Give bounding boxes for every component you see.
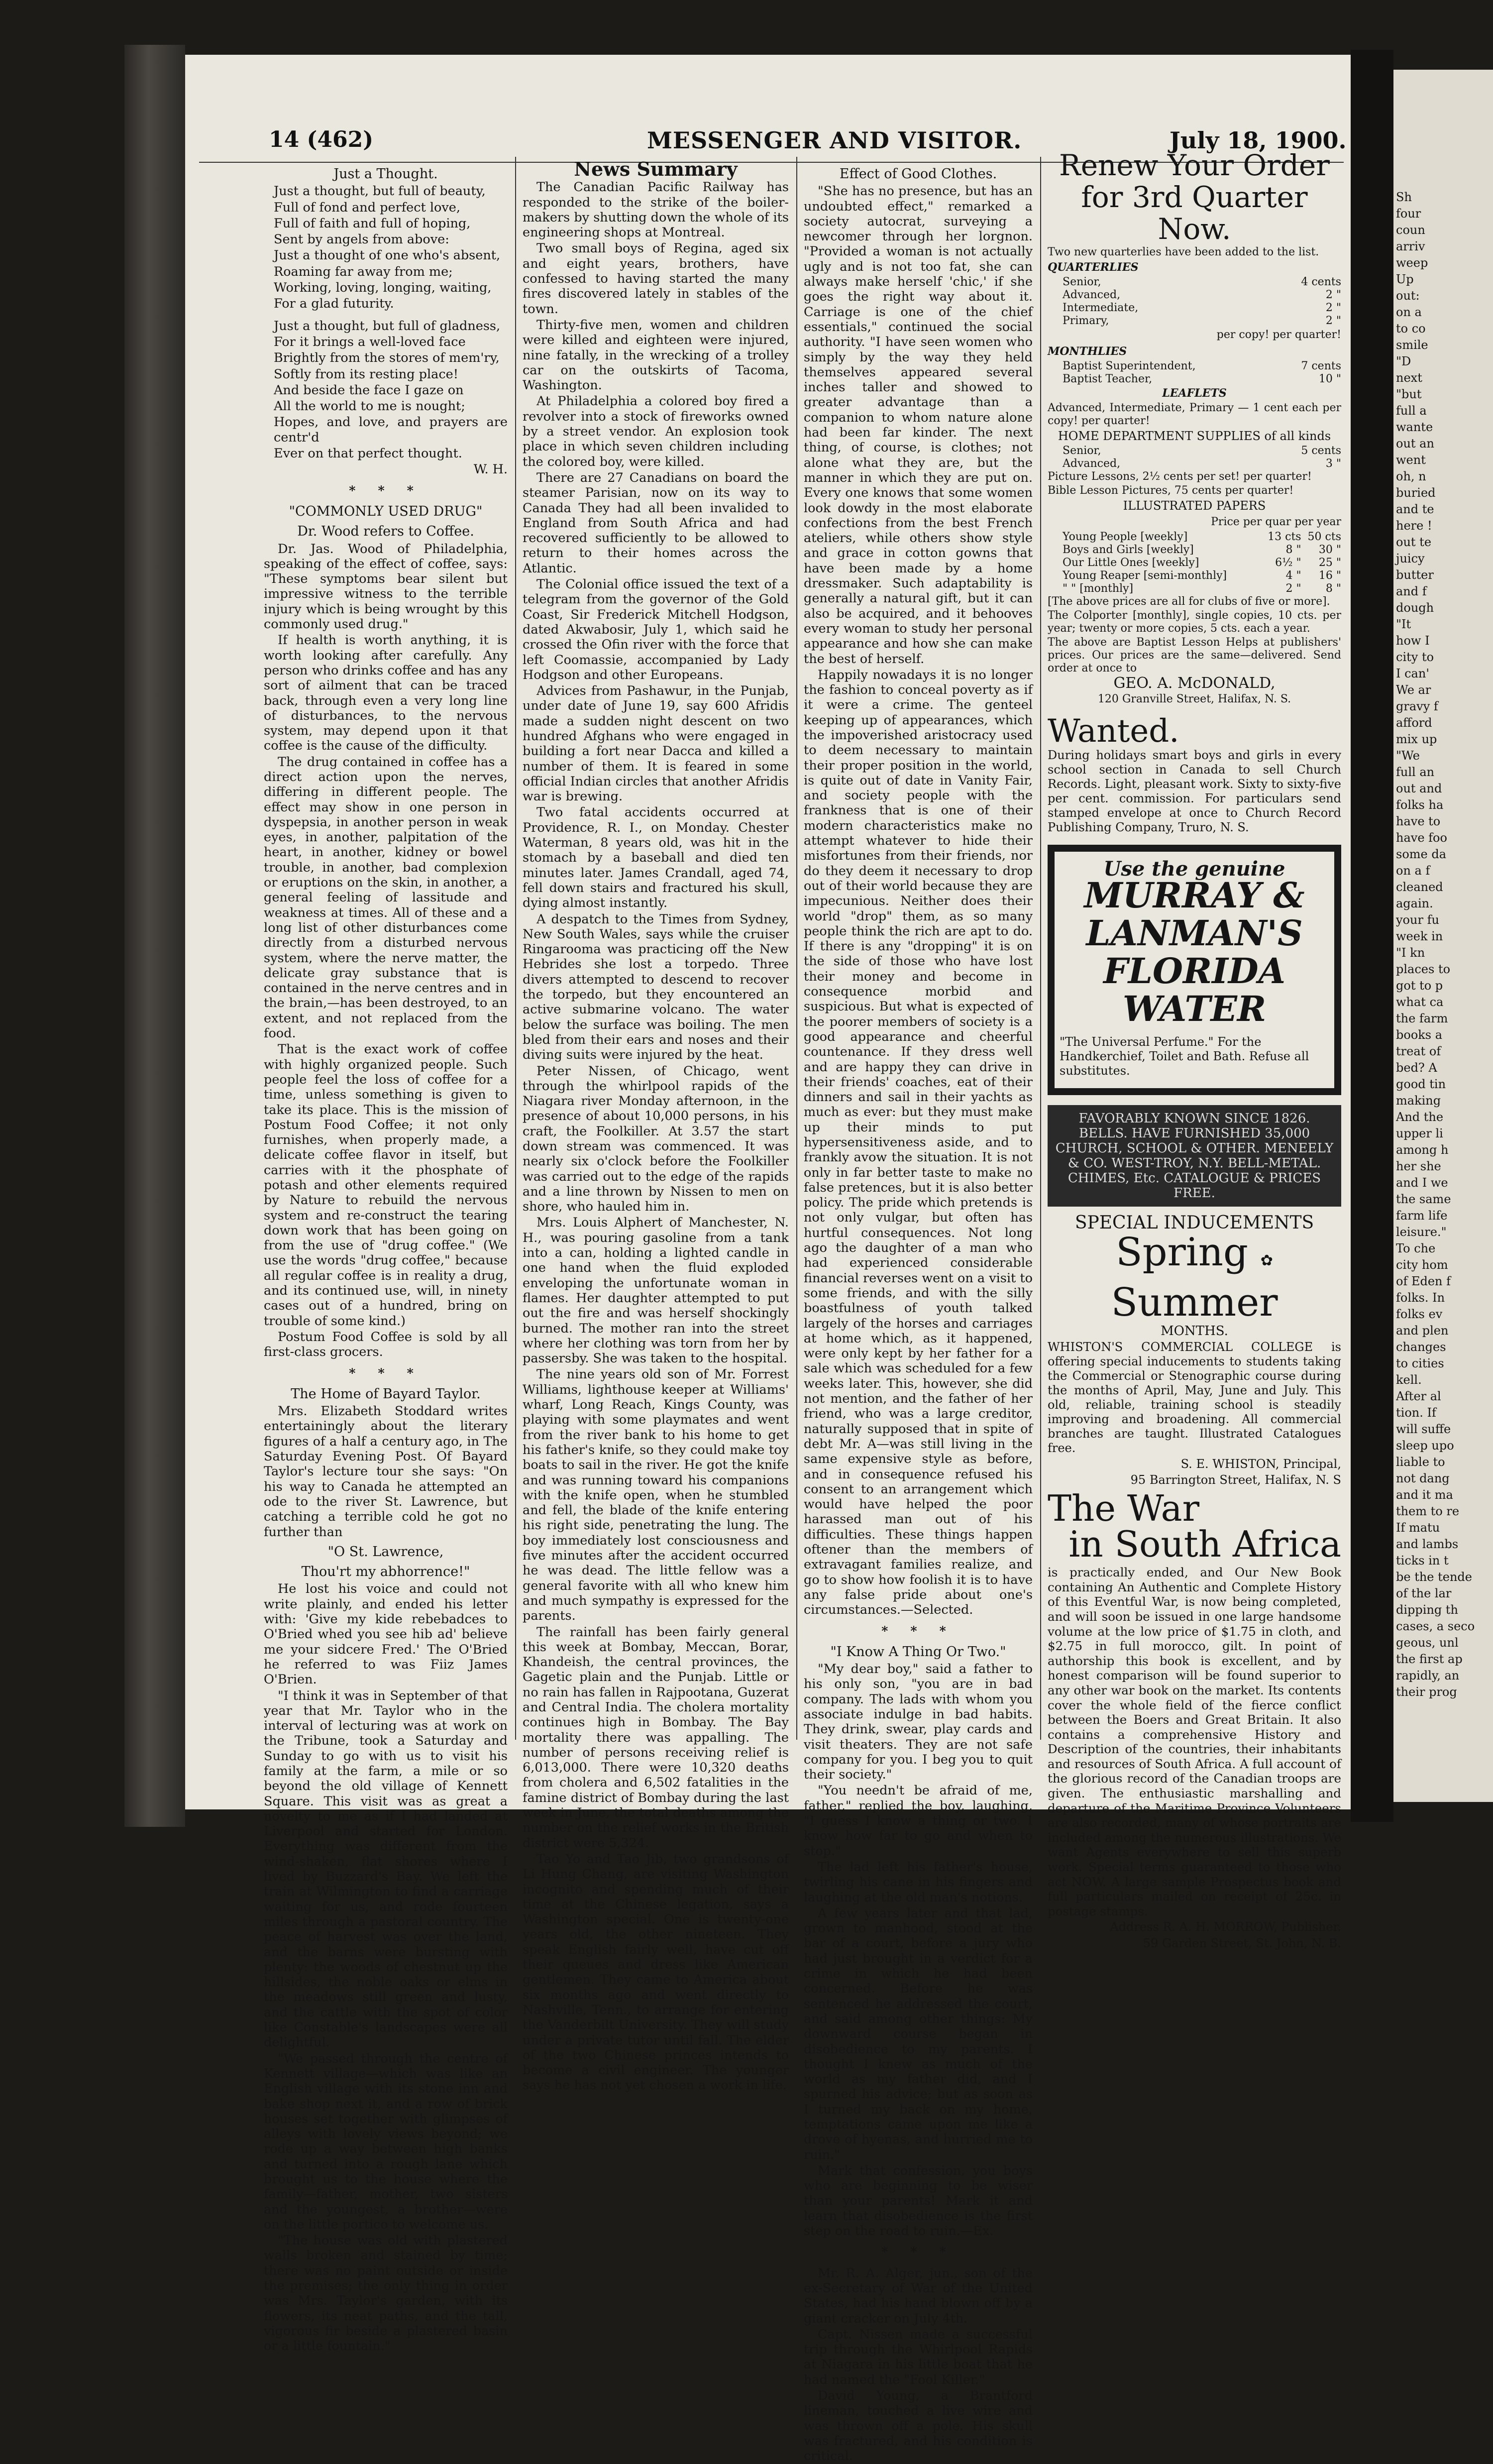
fragment-line: to cities: [1396, 1356, 1444, 1370]
fragment-line: have to: [1396, 814, 1441, 828]
fragment-line: Sh: [1396, 190, 1412, 204]
table-cell: Boys and Girls [weekly]: [1063, 544, 1194, 557]
column-3: [804, 162, 1033, 2464]
fragment-line: cases, a seco: [1396, 1619, 1475, 1633]
poem-line: Ever on that perfect thought.: [274, 446, 462, 461]
table-row: [1048, 315, 1341, 328]
news-item: A despatch to the Times from Sydney, New South Wales, says while the cruiser Ringarooma was practicing off the New Hebrides she lost a torpedo. Three divers attempted to descend to recover the torpedo, but they encountered an active submarine volcano. The water below the surface was boiling. The men bled from their ears and noses and their diving suits were injured by the heat.: [523, 911, 789, 1063]
paragraph: A few years later and that lad, grown to manhood, stood at the bar of a court, before a jury who had just brought in a verdict for a crime in which he had been concerned. Before he was sentenced he addressed the court, and said among other things: My downward course began in disobedience to my parents. I thought I knew as much of the world as my father did, and I spurned his advice; but as soon as I turned my back on my home, temptations came upon me like a drove of hyenas, and hurried me to ruin.": [804, 1905, 1033, 2162]
fragment-line: wante: [1396, 420, 1433, 434]
fragment-line: books a: [1396, 1028, 1443, 1042]
poem-line: Roaming far away from me;: [274, 264, 453, 279]
poem-line: Just a thought, but full of beauty,: [274, 184, 486, 199]
article-subtitle: Dr. Wood refers to Coffee.: [297, 524, 474, 540]
quarterlies-label: QUARTERLIES: [1048, 261, 1139, 274]
table-cell: 7 cents: [1301, 359, 1341, 372]
fragment-line: "but: [1396, 387, 1422, 401]
table-cell: 50 cts: [1307, 531, 1341, 544]
paragraph: Capt. Nissen made a successful trip through the Whirlpool Rapids at Niagara in his little boat that he had named the "Fool Killer.": [804, 2327, 1033, 2387]
murray-brand-line: WATER: [1122, 988, 1267, 1029]
table-cell: Senior,: [1063, 445, 1101, 457]
poem-line: Working, loving, longing, waiting,: [274, 280, 492, 296]
poem-line: Full of fond and perfect love,: [274, 200, 461, 215]
fragment-line: and f: [1396, 584, 1427, 598]
column-rule: [515, 157, 516, 1740]
facing-page-fragment: [1396, 189, 1491, 1808]
column-rule: [1040, 157, 1041, 1740]
fragment-line: the farm: [1396, 1011, 1448, 1025]
fragment-line: of the lar: [1396, 1586, 1452, 1600]
table-row: [1048, 531, 1341, 544]
fragment-line: changes: [1396, 1340, 1446, 1354]
helps-note: The above are Baptist Lesson Helps at publishers' prices. Our prices are the same—delivered. Send order at once to: [1048, 636, 1341, 675]
poem-title: Just a Thought.: [333, 166, 438, 182]
leaflets-row: Advanced, Intermediate, Primary — 1 cent each per copy! per quarter!: [1048, 402, 1341, 428]
papers-table: [1048, 531, 1341, 595]
fragment-line: went: [1396, 453, 1426, 467]
paragraph: If health is worth anything, it is worth looking after carefully. Any person who drinks coffee and has any sort of ailment that can be traced back, through even a very long line of disturbances, to the nervous system, may depend upon it that coffee is the cause of the difficulty.: [264, 633, 508, 754]
table-cell: 5 cents: [1301, 445, 1341, 457]
fragment-line: liable to: [1396, 1455, 1445, 1469]
table-row: [1048, 360, 1341, 373]
news-item: At Philadelphia a colored boy fired a revolver into a stock of fireworks owned by a street vendor. An explosion took place in which seven children including the colored boy, were killed.: [523, 394, 789, 469]
paragraph: He lost his voice and could not write plainly, and ended his letter with: 'Give my kide rebebadces to O'Bried whed you see hib ad' believe me your sidcere Fred.' The O'Bried he referred to was Fiiz James O'Brien.: [264, 1581, 508, 1687]
fragment-line: your fu: [1396, 913, 1439, 927]
murray-brand-line: LANMAN'S: [1086, 912, 1303, 954]
table-cell: 2 ": [1285, 582, 1301, 595]
article-title: The Home of Bayard Taylor.: [291, 1386, 481, 1402]
table-cell: 3 ": [1325, 457, 1341, 470]
fragment-line: weep: [1396, 256, 1428, 270]
wanted-text: During holidays smart boys and girls in every school section in Canada to sell Church Records. Light, pleasant work. Sixty to sixty-five per cent. commission. For particulars send stamped envelope at once to Church Record Publishing Company, Truro, N. S.: [1048, 748, 1341, 834]
fragment-line: their prog: [1396, 1685, 1457, 1699]
fragment-line: and I we: [1396, 1176, 1448, 1190]
news-item: The Colonial office issued the text of a telegram from the governor of the Gold Coast, Sir Frederick Mitchell Hodgson, dated Akwabosir, July 1, which said he crossed the Ofin river with the force that left Coomassie, accompanied by Lady Hodgson and other Europeans.: [523, 577, 789, 682]
separator: * * *: [349, 483, 423, 498]
mcdonald-name: GEO. A. McDONALD,: [1113, 674, 1276, 692]
paragraph: "The house was old with plastered walls broken and stained by time; there was no paint outside or inside the premises; the only thing in order was Mrs. Taylor's garden, with its flowers, its neat paths, and the tall, vigorous fir beside a plastered basin or a little fountain.": [264, 2233, 508, 2354]
paragraph: "You needn't be afraid of me, father," replied the boy, laughing, "I guess I know a thing or two. I know how far to go and when to stop.": [804, 1783, 1033, 1859]
fragment-line: her she: [1396, 1159, 1441, 1173]
fragment-line: on a f: [1396, 864, 1430, 878]
table-row: [1048, 276, 1341, 289]
news-item: Two small boys of Regina, aged six and eight years, brothers, have confessed to having started the many fires discovered lately in stables of the town.: [523, 241, 789, 317]
table-cell: Baptist Teacher,: [1063, 372, 1153, 385]
quarterlies-table: [1048, 276, 1341, 328]
fragment-line: the same: [1396, 1192, 1451, 1206]
news-item: The Canadian Pacific Railway has responded to the strike of the boiler-makers by shutting down the whole of its engineering shops at Montreal.: [523, 180, 789, 240]
clubs-note: [The above prices are all for clubs of five or more].: [1048, 595, 1330, 608]
fragment-line: arriv: [1396, 239, 1425, 253]
fragment-line: again.: [1396, 896, 1433, 910]
fragment-line: gravy f: [1396, 699, 1438, 713]
poem-line: For a glad futurity.: [274, 296, 394, 312]
murray-top-line: Use the genuine: [1103, 857, 1285, 881]
poem-line: Brightly from the stores of mem'ry,: [274, 350, 500, 366]
fragment-line: After al: [1396, 1389, 1441, 1403]
column-4-ads: [1048, 148, 1341, 1950]
fragment-line: will suffe: [1396, 1422, 1451, 1436]
table-cell: 2 ": [1325, 289, 1341, 302]
spring-word: Spring: [1116, 1230, 1248, 1275]
fragment-line: week in: [1396, 929, 1443, 943]
paragraph: Postum Food Coffee is sold by all first-class grocers.: [264, 1329, 508, 1360]
fragment-line: rapidly, an: [1396, 1669, 1460, 1682]
renew-ad-title: Renew Your Order for 3rd Quarter Now.: [1059, 148, 1330, 246]
illustrated-title: ILLUSTRATED PAPERS: [1123, 499, 1266, 513]
fragment-line: and lambs: [1396, 1537, 1459, 1551]
table-cell: Senior,: [1063, 276, 1101, 289]
table-cell: 6½ ": [1275, 557, 1301, 569]
war-text: is practically ended, and Our New Book containing An Authentic and Complete History of this Eventful War, is now being completed, and will soon be issued in one large handsome volume at the low price of $1.75 in cloth, and $2.75 in full morocco, gilt. In point of authorship this book is excellent, and by honest comparison will be found superior to any other war book on the market. Its contents cover the whole field of the fierce conflict between the Boers and Great Britain. It also contains a comprehensive History and Description of the countries, their inhabitants and resources of South Africa. A full account of the glorious record of the Canadian troops are given. The enthusiastic marshalling and departure of the Maritime Province Volunteers are also recorded, many of whose portraits are included among the numerous illustrations. We want Agents everywhere to sell this superb work. Special terms guaranteed to those who act NOW. A large sample Prospectus book and full particulars mailed on receipt of 25c. in postage stamps.: [1048, 1565, 1341, 1918]
whiston-address: 95 Barrington Street, Halifax, N. S: [1130, 1472, 1341, 1487]
table-row: [1048, 544, 1341, 557]
murray-lanman-ad: [1048, 845, 1341, 1095]
fragment-line: and it ma: [1396, 1488, 1453, 1502]
table-cell: Our Little Ones [weekly]: [1063, 557, 1199, 569]
fragment-line: what ca: [1396, 995, 1444, 1009]
murray-brand: [1060, 874, 1329, 1029]
paragraph: The lad left his father's house, twirling his cane in his fingers and laughing at the old man's notions.: [804, 1859, 1033, 1905]
fragment-line: upper li: [1396, 1126, 1443, 1140]
page-number: 14 (462): [269, 127, 374, 152]
fragment-line: We ar: [1396, 683, 1431, 697]
poem-line: Full of faith and full of hoping,: [274, 216, 471, 231]
fragment-line: out te: [1396, 535, 1432, 549]
news-item: Tao Yo and Tao Jib, two grandsons of Li Hung Chang, are visiting Washington incognito and spending much of their time at the Chinese legation, says a Washington special. One is twenty-one years old, the other nineteen. They speak English fairly well, have cut off their queues and dress like American gentlemen. They came to America about six months ago and went directly to Nashville, Tenn., to arrange for entering the Vanderbilt University. They will study under a private tutor until fall. The elder of the two Chinese princes intends to become a civil engineer. The younger says he has not yet chosen a work in life.: [523, 1851, 789, 2093]
fragment-line: to co: [1396, 322, 1426, 336]
fragment-line: city to: [1396, 650, 1434, 664]
fragment-line: folks. In: [1396, 1291, 1445, 1305]
months-word: MONTHS.: [1161, 1324, 1228, 1339]
fragment-line: farm life: [1396, 1209, 1448, 1223]
table-cell: 4 cents: [1301, 276, 1341, 289]
paragraph: "I think it was in September of that year that Mr. Taylor who in the interval of lecturing was at work on the Tribune, took a Saturday and Sunday to go with us to visit his family at the farm, a mile or so beyond the old village of Kennett Square. This visit was as great a novelty to me as if I had landed at Liverpool and started for London. Everything was different from the wind-shaken, flat shores where I lived by Buzzard's Bay. We left the train at Wilmington to find a carriage waiting for us, and rode fourteen miles through a pastoral country. The peace of harvest was over the land, and the barns were bursting with plenty: the woods of chestnut up the hillsides, the noble oaks or elms in the meadows still green and lusty, and the cattle with the spot of color like Constable's landscapes were all delightful.: [264, 1688, 508, 2050]
papers-header: Price per quar per year: [1211, 515, 1341, 528]
poem-line: Hopes, and love, and prayers are centr'd: [274, 415, 508, 445]
table-row: [1048, 373, 1341, 386]
per-copy-note: per copy! per quarter!: [1216, 329, 1341, 341]
table-cell: 8 ": [1325, 582, 1341, 595]
fragment-line: how I: [1396, 634, 1430, 648]
whiston-signature: S. E. WHISTON, Principal,: [1180, 1456, 1341, 1471]
fragment-line: "We: [1396, 749, 1420, 763]
poem-line: For it brings a well-loved face: [274, 334, 466, 349]
fragment-line: juicy: [1396, 552, 1425, 565]
fragment-line: "D: [1396, 354, 1411, 368]
table-cell: 2 ": [1325, 302, 1341, 315]
home-quarterlies-table: [1048, 445, 1341, 470]
fragment-line: have foo: [1396, 831, 1447, 845]
quote-line: Thou'rt my abhorrence!": [301, 1564, 470, 1580]
fragment-line: Up: [1396, 272, 1414, 286]
fragment-line: good tin: [1396, 1077, 1446, 1091]
news-item: Thirty-five men, women and children were killed and eighteen were injured, nine fatally, in the wrecking of a trolley car on the outskirts of Tacoma, Washington.: [523, 317, 789, 393]
table-cell: Baptist Superintendent,: [1063, 359, 1196, 372]
meneely-bells-ad: FAVORABLY KNOWN SINCE 1826. BELLS. HAVE FURNISHED 35,000 CHURCH, SCHOOL & OTHER. MENEELY & CO. WEST-TROY, N.Y. BELL-METAL. CHIMES, Etc. CATALOGUE & PRICES FREE.: [1048, 1105, 1341, 1207]
paragraph: Mrs. Elizabeth Stoddard writes entertainingly about the literary figures of a half a century ago, in The Saturday Evening Post. Of Bayard Taylor's lecture tour she says: "On his way to Canada he attempted an ode to the river St. Lawrence, but catching a terrible cold he got no further than: [264, 1404, 508, 1540]
fragment-line: "It: [1396, 617, 1411, 631]
fragment-line: full a: [1396, 404, 1427, 418]
table-cell: 2 ": [1325, 315, 1341, 328]
table-cell: Young Reaper [semi-monthly]: [1063, 569, 1227, 582]
murray-subtext: "The Universal Perfume." For the Handkerchief, Toilet and Bath. Refuse all substitutes.: [1060, 1034, 1309, 1078]
article-title: "I Know A Thing Or Two.": [830, 1644, 1006, 1660]
fragment-line: the first ap: [1396, 1652, 1463, 1666]
fragment-line: making: [1396, 1094, 1441, 1108]
table-row: [1048, 289, 1341, 302]
fragment-line: and te: [1396, 502, 1434, 516]
column-2: [523, 158, 789, 2093]
paragraph: David Young, a Brantford lineman, touched a live wire and was thrown off a pole. His skull was fractured, and his condition is critical.: [804, 2388, 1033, 2464]
section-title: News Summary: [574, 158, 738, 180]
fragment-line: To che: [1396, 1241, 1436, 1255]
summer-word: Summer: [1111, 1280, 1278, 1326]
fragment-line: folks ev: [1396, 1307, 1443, 1321]
table-cell: 25 ": [1318, 557, 1341, 569]
fragment-line: kell.: [1396, 1373, 1422, 1387]
table-cell: 16 ": [1318, 569, 1341, 582]
fragment-line: some da: [1396, 847, 1447, 861]
separator: * * *: [349, 1365, 423, 1381]
news-item: There are 27 Canadians on board the steamer Parisian, now on its way to Canada They had all been invalided to England from South Africa and had recovered sufficiently to be allowed to return to their homes across the Atlantic.: [523, 470, 789, 576]
fragment-line: among h: [1396, 1143, 1449, 1157]
article-title: "COMMONLY USED DRUG": [289, 503, 483, 519]
table-row: [1048, 302, 1341, 315]
bible-pictures: Bible Lesson Pictures, 75 cents per quarter!: [1048, 484, 1294, 497]
table-cell: 8 ": [1285, 544, 1301, 557]
column-rule: [796, 157, 797, 1740]
table-cell: Young People [weekly]: [1063, 531, 1188, 544]
war-signature: Address R. A. H. MORROW, Publisher.: [1110, 1920, 1341, 1934]
fragment-line: afford: [1396, 716, 1432, 730]
masthead: MESSENGER AND VISITOR.: [647, 127, 1022, 154]
fragment-line: mix up: [1396, 732, 1437, 746]
news-item: The rainfall has been fairly general this week at Bombay, Meccan, Borar, Khandeish, the central provinces, the Gagetic plain and the Punjab. Little or no rain has fallen in Rajpootana, Guzerat and Central India. The cholera mortality continues high in Bombay. The Bay mortality there was appalling. The number of persons receiving relief is 6,013,000. There were 10,320 deaths from cholera and 6,502 fatalities in the famine district of Bombay during the last week in June, the total deaths among the number on the relief works in the British district were 5,324.: [523, 1624, 789, 1851]
news-item: Peter Nissen, of Chicago, went through the whirlpool rapids of the Niagara river Monday afternoon, in the presence of about 10,000 persons, in his craft, the Foolkiller. At 3.57 the start down stream was commenced. It was nearly six o'clock before the Foolkiller was carried out to the edge of the rapids and a line thrown by Nissen to men on shore, who hauled him in.: [523, 1063, 789, 1215]
poem-line: Sent by angels from above:: [274, 232, 449, 247]
whiston-text: WHISTON'S COMMERCIAL COLLEGE is offering special inducements to students taking the Commercial or Stenographic course during the months of April, May, June and July. This old, reliable, training school is steadily improving and broadening. All commercial branches are taught. Illustrated Catalogues free.: [1048, 1340, 1341, 1455]
table-cell: 13 cts: [1268, 531, 1301, 544]
spring-summer-heading: [1048, 1232, 1341, 1324]
quote-line: "O St. Lawrence,: [327, 1544, 444, 1560]
fragment-line: next: [1396, 371, 1422, 385]
paragraph: The drug contained in coffee has a direct action upon the nerves, differing in different people. The effect may show in one person in dyspepsia, in another person in weak eyes, in another, palpitation of the heart, in another, kidney or bowel trouble, in another, bad complexion or eruptions on the skin, in another, a general feeling of lassitude and weakness at times. All of these and a long list of other disturbances come directly from a disturbed nervous system, where the nerve matter, the delicate gray substance that is contained in the nerve centres and in the brain,—has been destroyed, to an extent, and not replaced from the food.: [264, 754, 508, 1041]
fragment-line: And the: [1396, 1110, 1444, 1124]
fragment-line: leisure.": [1396, 1225, 1447, 1239]
poem-line: And beside the face I gaze on: [274, 382, 464, 398]
fragment-line: and plen: [1396, 1324, 1449, 1338]
poem-line: Just a thought of one who's absent,: [274, 248, 501, 263]
fragment-line: on a: [1396, 305, 1422, 319]
special-inducements: SPECIAL INDUCEMENTS: [1074, 1212, 1314, 1233]
monthlies-label: MONTHLIES: [1048, 344, 1127, 358]
book-binding-edge: [124, 45, 185, 1827]
fragment-line: ticks in t: [1396, 1554, 1449, 1568]
issue-date: July 18, 1900.: [1170, 127, 1347, 154]
table-row: [1048, 582, 1341, 595]
leaflets-label: LEAFLETS: [1162, 386, 1227, 400]
paragraph: That is the exact work of coffee with highly organized people. Such people feel the loss of coffee for a time, unless something is given to take its place. This is the mission of Postum Food Coffee; it not only furnishes, when properly made, a delicate coffee flavor in itself, but carries with it the phosphate of potash and other elements required by Nature to rebuild the nervous system and re-construct the tearing down work that has been going on from the use of "drug coffee." (We use the words "drug coffee," because all regular coffee is in reality a drug, and its continued use, will, in ninety cases out of a hundred, bring on trouble of some kind.): [264, 1042, 508, 1329]
table-cell: Primary,: [1063, 315, 1109, 328]
table-cell: Intermediate,: [1063, 302, 1139, 315]
mcdonald-address: 120 Granville Street, Halifax, N. S.: [1097, 693, 1291, 706]
table-cell: Advanced,: [1063, 457, 1121, 470]
fragment-line: smile: [1396, 338, 1428, 352]
paragraph: Mark that confession, you boys who are beginning to be wiser than your parents! Mark it and learn that disobedience is the first step on the road to ruin.—Ex.: [804, 2163, 1033, 2239]
fragment-line: "I kn: [1396, 946, 1425, 960]
murray-brand-line: FLORIDA: [1103, 950, 1285, 992]
fragment-line: butter: [1396, 568, 1434, 582]
murray-brand-line: MURRAY &: [1084, 874, 1305, 916]
fragment-line: geous, unl: [1396, 1636, 1459, 1650]
flower-ornament-icon: ✿: [1260, 1252, 1273, 1270]
home-dept-title: HOME DEPARTMENT SUPPLIES of all kinds: [1058, 429, 1331, 444]
news-item: Two fatal accidents occurred at Providence, R. I., on Monday. Chester Waterman, 8 years old, was hit in the stomach by a baseball and died ten minutes later. James Crandall, aged 74, fell down stairs and fractured his skull, dying almost instantly.: [523, 805, 789, 911]
paragraph: "We passed through the centre of Kennett village—which was like an English village with its stone inn and bake shop next it, and a row of brick houses set together with glimpses of alleys with lovely views beyond; we rode up a way between high banks and turned into a rough lane which brought us to the house where the family—father, mother, two sisters and the youngest, a brother—were on the little portico to welcome us.: [264, 2051, 508, 2232]
article-title: Effect of Good Clothes.: [839, 166, 997, 182]
fragment-line: I can': [1396, 667, 1429, 680]
table-cell: 30 ": [1318, 544, 1341, 557]
table-cell: 10 ": [1318, 372, 1341, 385]
war-address: 59 Garden Street, St. John, N. B.: [1143, 1936, 1341, 1950]
fragment-line: them to re: [1396, 1504, 1460, 1518]
fragment-line: folks ha: [1396, 798, 1444, 812]
war-title-2: in South Africa: [1068, 1523, 1341, 1566]
paragraph: Dr. Jas. Wood of Philadelphia, speaking of the effect of coffee, says: "These symptoms bear silent but impressive witness to the terrible injury which is being wrought by this commonly used drug.": [264, 541, 508, 632]
wanted-title: Wanted.: [1048, 712, 1179, 750]
paragraph: "She has no presence, but has an undoubted effect," remarked a society autocrat, surveying a newcomer through her lorgnon. "Provided a woman is not actually ugly and is not too fat, she can always make herself 'chic,' if she goes the right way about it. Carriage is one of the chief essentials," continued the social authority. "I have seen women who simply by the way they held themselves appeared several inches taller and showed to greater advantage than a companion to whom nature alone had been far kinder. The next thing, of course, is clothes; not alone what they are, but the manner in which they are put on. Every one knows that some women look dowdy in the most elaborate confections from the best French ateliers, while others show style and grace in cotton gowns that have been made by a home dressmaker. Such adaptability is generally a natural gift, but it can also be acquired, and it behooves every woman to study her personal appearance and how she can make the best of herself.: [804, 184, 1033, 667]
fragment-line: of Eden f: [1396, 1274, 1451, 1288]
fragment-line: full an: [1396, 765, 1435, 779]
poem-line: All the world to me is nought;: [274, 399, 465, 414]
colporter-note: The Colporter [monthly], single copies, 10 cts. per year; twenty or more copies, 5 cts. each a year.: [1048, 609, 1341, 635]
poem-signature: W. H.: [473, 462, 508, 477]
fragment-line: tion. If: [1396, 1406, 1436, 1420]
fragment-line: not dang: [1396, 1471, 1450, 1485]
fragment-line: here !: [1396, 519, 1432, 533]
fragment-line: bed? A: [1396, 1061, 1437, 1075]
paragraph: Happily nowadays it is no longer the fashion to conceal poverty as if it were a crime. The genteel keeping up of appearances, which the impoverished aristocracy used to deem necessary to maintain their proper position in the world, is quite out of date in Vanity Fair, and society people with the frankness that is one of their modern characteristics make no attempt whatever to hide their misfortunes from their friends, nor do they deem it necessary to drop out of their world because they are impecunious. Neither does their world "drop" them, as so many people think the rich are apt to do. If there is any "dropping" it is on the side of those who have lost their money and become in consequence morbid and suspicious. But what is expected of the poorer members of society is a good appearance and cheerful countenance. If they dress well and are happy they can drive in their friends' coaches, eat of their dinners and sail in their yachts as much as ever: but they must make up their minds to put hypersensitiveness aside, and to frankly avow the situation. It is not only in far better taste to make no false pretences, but it is also better policy. The pride which pretends is not only vulgar, but often has hurtful consequences. Not long ago the daughter of a man who had experienced considerable financial reverses went on a visit to some friends, and with the silly boastfulness of youth talked largely of the horses and carriages at home which, as it happened, were only kept by her father for a sale which was scheduled for a few weeks later. This, however, she did not mention, and the father of her friend, who was a large creditor, naturally supposed that in spite of debt Mr. A—was still living in the same expensive style as before, and in consequence refused his consent to an arrangement which would have helped the poor harassed man out of his difficulties. These things happen oftener than the members of extravagant families realize, and go to show how foolish it is to have any false pride about one's circumstances.—Selected.: [804, 667, 1033, 1618]
fragment-line: treat of: [1396, 1044, 1441, 1058]
fragment-line: city hom: [1396, 1258, 1448, 1272]
poem-line: Softly from its resting place!: [274, 366, 458, 382]
poem: [264, 184, 508, 461]
fragment-line: oh, n: [1396, 469, 1426, 483]
fragment-line: If matu: [1396, 1521, 1440, 1535]
fragment-line: out:: [1396, 289, 1420, 303]
table-row: [1048, 557, 1341, 569]
paragraph: "My dear boy," said a father to his only son, "you are in bad company. The lads with whom you associate indulge in bad habits. They drink, swear, play cards and visit theaters. They are not safe company for you. I beg you to quit their society.": [804, 1662, 1033, 1783]
fragment-line: cleaned: [1396, 880, 1443, 894]
poem-line: Just a thought, but full of gladness,: [274, 318, 501, 334]
fragment-line: be the tende: [1396, 1570, 1472, 1584]
war-title-1: The War: [1048, 1487, 1199, 1530]
separator: * * *: [881, 2244, 955, 2260]
news-item: The nine years old son of Mr. Forrest Williams, lighthouse keeper at Williams' wharf, Long Reach, Kings County, was playing with some playmates and went from the river bank to his home to get his father's knife, so they could make toy boats to sail in the river. He got the knife and was running toward his companions with the knife open, when he stumbled and fell, the blade of the knife entering his right side, penetrating the lung. The boy immediately lost consciousness and five minutes after the accident occurred he was dead. The little fellow was a general favorite with all who knew him and much sympathy is expressed for the parents.: [523, 1367, 789, 1624]
monthlies-table: [1048, 360, 1341, 386]
fragment-line: out an: [1396, 437, 1434, 450]
fragment-line: dough: [1396, 601, 1434, 615]
table-row: [1048, 457, 1341, 470]
fragment-line: four: [1396, 207, 1421, 221]
fragment-line: got to p: [1396, 979, 1443, 993]
table-cell: 4 ": [1285, 569, 1301, 582]
page-gutter: [1351, 50, 1393, 1822]
fragment-line: sleep upo: [1396, 1439, 1454, 1453]
table-cell: " " [monthly]: [1063, 582, 1134, 595]
fragment-line: dipping th: [1396, 1603, 1458, 1617]
picture-lessons: Picture Lessons, 2½ cents per set! per quarter!: [1048, 470, 1312, 483]
renew-intro: Two new quarterlies have been added to the list.: [1048, 246, 1319, 258]
news-items: [523, 180, 789, 2093]
table-row: [1048, 445, 1341, 457]
paragraph: Mr. R. A. Alger, jun., son of the ex-Secretary of War of the United States, had his hand blown off by a giant cracker on July 4th.: [804, 2265, 1033, 2326]
column-1: [264, 162, 508, 2354]
fragment-line: coun: [1396, 223, 1425, 237]
news-item: Mrs. Louis Alphert of Manchester, N. H., was pouring gasoline from a tank into a can, holding a lighted candle in one hand when the fluid exploded enveloping the unfortunate woman in flames. Her daughter attempted to put out the fire and was herself shockingly burned. The mother ran into the street where her clothing was torn from her by passersby. She was taken to the hospital.: [523, 1215, 789, 1366]
table-row: [1048, 569, 1341, 582]
table-cell: Advanced,: [1063, 289, 1121, 302]
news-item: Advices from Pashawur, in the Punjab, under date of June 19, say 600 Afridis made a sudden night descent on two hundred Afghans who were engaged in building a fort near Dacca and killed a number of them. It is feared in some official Indian circles that another Afridis war is brewing.: [523, 683, 789, 804]
fragment-line: out and: [1396, 782, 1442, 795]
fragment-line: places to: [1396, 962, 1451, 976]
fragment-line: buried: [1396, 486, 1436, 500]
separator: * * *: [881, 1623, 955, 1639]
